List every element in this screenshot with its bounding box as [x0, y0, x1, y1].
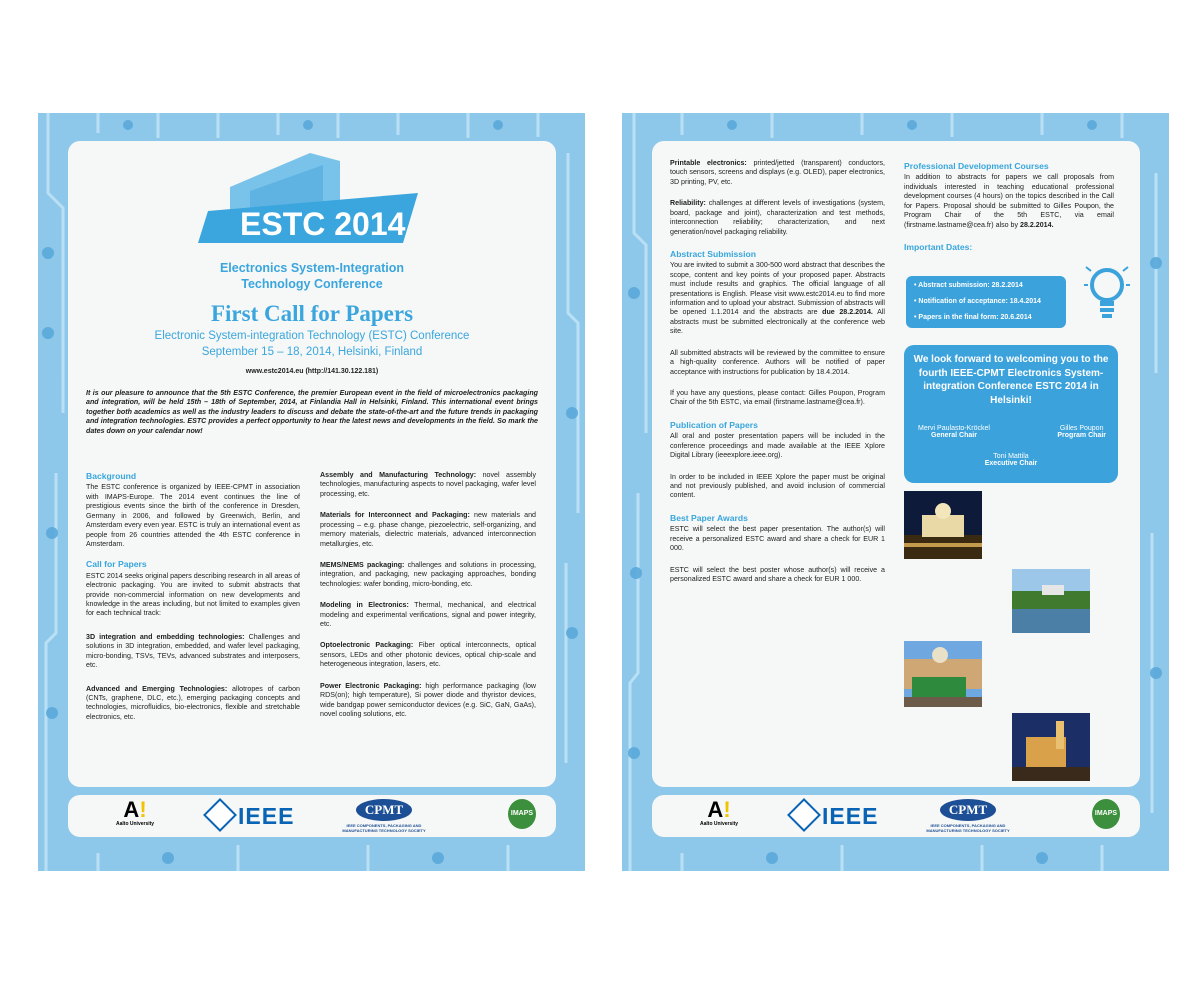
- track-reliability: Reliability: challenges at different levels of investigations (system, board, package and joint), characterization and test methods, interconnection reliability; characterization, and next generation/novel packaging reliability.: [670, 199, 885, 236]
- aalto-logo: A! Aalto University: [700, 797, 739, 827]
- photo-helsinki-cathedral-night: [904, 491, 982, 559]
- conference-subtitle: Electronic System-integration Technology (ESTC) Conference: [154, 330, 470, 342]
- cpmt-logo: CPMT IEEE COMPONENTS, PACKAGING AND MANUFACTURING TECHNOLOGY SOCIETY: [338, 799, 430, 833]
- welcome-message: We look forward to welcoming you to the fourth IEEE-CPMT Electronics System-integration Conference ESTC 2014 in Helsinki!: [913, 354, 1109, 406]
- abstract-paragraph-2: All submitted abstracts will be reviewed by the committee to ensure a high-quality conference. Authors will be notified of paper acceptance with instructions for publication by 18.4.2014.: [670, 348, 885, 376]
- pdc-section: [904, 161, 1114, 254]
- abstract-paragraph-1: You are invited to submit a 300-500 word abstract that describes the scope, content and key points of your proposed paper. Abstracts must include results and graphics. The official language of all presentations is English. Please visit www.estc2014.eu to find more information and to upload your abstract. Submission of abstracts will be opened 1.1.2014 and the abstracts are due 28.2.2014. All abstracts must be submitted electronically at the conference web site.: [670, 261, 885, 336]
- lightbulb-icon: [1084, 263, 1130, 325]
- left-column: [86, 471, 300, 722]
- logo-text: ESTC 2014: [240, 206, 406, 242]
- photo-helsinki-tram: [904, 641, 982, 707]
- publication-paragraph-1: All oral and poster presentation papers will be included in the conference proceedings and made available at the IEEE Xplore Digital Library (ieeexplore.ieee.org).: [670, 432, 885, 460]
- abstract-heading: Abstract Submission: [670, 248, 756, 259]
- publication-paragraph-2: In order to be included in IEEE Xplore the paper must be original and not previously published, and avoid inclusion of commercial content.: [670, 472, 885, 500]
- page-title: First Call for Papers: [210, 301, 414, 326]
- track-printable: Printable electronics: printed/jetted (transparent) conductors, touch sensors, screens and displays (e.g. OLED), paper electronics, 3D printing, PV, etc.: [670, 159, 885, 186]
- background-heading: Background: [86, 471, 137, 481]
- chair-general: Mervi Paulasto-Kröckel General Chair: [918, 425, 990, 439]
- welcome-box: [904, 345, 1118, 483]
- track-modeling: Modeling in Electronics: Thermal, mechanical, and electrical modeling and experimental verifications, signal and power integrity, etc.: [320, 601, 537, 629]
- awards-heading: Best Paper Awards: [670, 512, 748, 523]
- call-text: ESTC 2014 seeks original papers describing research in all areas of electronic packaging. You are invited to submit abstracts that provide non-commercial information on new developments and knowledge in the areas including, but not limited to examples given for each technical track:: [86, 571, 300, 618]
- call-heading: Call for Papers: [86, 559, 147, 570]
- awards-paragraph-2: ESTC will select the best poster whose author(s) will receive a personalized ESTC award and share a check for EUR 1 000.: [670, 565, 885, 583]
- date-final-papers: • Papers in the final form: 20.6.2014: [914, 314, 1032, 321]
- sponsor-footer: [652, 795, 1140, 837]
- right-column: [320, 471, 536, 719]
- aalto-logo: A! Aalto University: [116, 797, 155, 827]
- track-assembly: Assembly and Manufacturing Technology: novel assembly technologies, manufacturing aspects to novel packaging, wafer level processing, etc.: [320, 471, 536, 498]
- publication-heading: Publication of Papers: [670, 419, 758, 430]
- flyer-page-back: [622, 113, 1169, 871]
- conference-dates: September 15 – 18, 2014, Helsinki, Finland: [201, 345, 423, 358]
- date-abstract-submission: • Abstract submission: 28.2.2014: [914, 282, 1023, 289]
- awards-paragraph-1: ESTC will select the best paper presentation. The author(s) will receive a personalized ESTC award and share a check for EUR 1 000.: [670, 525, 885, 553]
- flyer-page-front: [38, 113, 585, 871]
- dates-heading: Important Dates:: [904, 241, 973, 252]
- important-dates-box: [906, 276, 1066, 328]
- track-materials: Materials for Interconnect and Packaging: new materials and processing – e.g. phase change, piezoelectric, self-organizing, and memory materials, dielectric materials, advanced interconnection metallurgies, etc.: [320, 511, 536, 548]
- chair-executive: Toni Mattila Executive Chair: [984, 453, 1038, 467]
- sponsor-footer: [68, 795, 556, 837]
- imaps-logo: IMAPS: [1092, 799, 1120, 829]
- content-panel: [68, 141, 556, 787]
- track-optoelectronic: Optoelectronic Packaging: Fiber optical interconnects, optical sensors, LEDs and other photonic devices, optical chip-scale and heterogeneous integration, lasers, etc.: [320, 641, 536, 669]
- date-notification: • Notification of acceptance: 18.4.2014: [914, 298, 1041, 305]
- photo-helsinki-evening: [1012, 713, 1090, 781]
- cpmt-logo: CPMT IEEE COMPONENTS, PACKAGING AND MANUFACTURING TECHNOLOGY SOCIETY: [922, 799, 1014, 833]
- background-text: The ESTC conference is organized by IEEE-CPMT in association with IMAPS-Europe. The 2014 event continues the line of prestigious events since the birth of the conference in Dresden, Germany in 2006, and followed by Greenwich, Berlin, and Amsterdam every even year. ESTC is truly an international event as people from 26 countries attended the 4th ESTC conference in Amsterdam.: [86, 483, 300, 548]
- main-text-column: [670, 159, 885, 584]
- chair-program: Gilles Poupon Program Chair: [1057, 425, 1106, 439]
- ieee-logo: IEEE: [208, 803, 294, 830]
- track-advanced-emerging: Advanced and Emerging Technologies: allotropes of carbon (CNTs, graphene, DLC, etc.), emerging packaging concepts and technologies, microfluidics, bio-electronics, flexible and stretchable electronics, etc.: [86, 684, 301, 721]
- track-mems: MEMS/NEMS packaging: challenges and solutions in processing, integration, and packaging, new packaging approaches, bonding technologies: wafer bonding, micro-bonding, etc.: [320, 560, 536, 588]
- track-3d-integration: 3D integration and embedding technologies: Challenges and solutions in 3D integration, embedded, and wafer level packaging, micro-bonding, TSVs, TEVs, advanced substrates and interposers, etc.: [86, 632, 300, 670]
- intro-paragraph: It is our pleasure to announce that the 5th ESTC Conference, the premier European event in the field of microelectronics packaging and integration, will be held 15th – 18th of September, 2014, at Finlandia Hall in Helsinki, Finland. This international event brings together both academics as well as the industry leaders to discuss and debate the state-of-the-art and the future trends in packaging and integration technologies. ESTC provides a perfect opportunity to hear the latest news and developments in the field. So mark the dates down on your calendar now!: [86, 389, 538, 435]
- logo-subtitle-line1: Electronics System-Integration: [219, 261, 405, 275]
- estc-logo: [198, 149, 438, 244]
- imaps-logo: IMAPS: [508, 799, 536, 829]
- website-link[interactable]: www.estc2014.eu (http://141.30.122.181): [245, 368, 379, 375]
- photo-helsinki-harbor: [1012, 569, 1090, 633]
- pdc-heading: Professional Development Courses: [904, 161, 1049, 171]
- ieee-logo: IEEE: [792, 803, 878, 830]
- logo-subtitle-line2: Technology Conference: [241, 276, 383, 291]
- pdc-text: In addition to abstracts for papers we call proposals from individuals interested in teaching educational professional development courses (4 hours) on the topics described in the Call for Papers. Proposal should be submitted to Gilles Poupon, the Program Chair of the 5th ESTC, via email (firstname.lastname@cea.fr) also by 28.2.2014.: [904, 173, 1114, 229]
- abstract-paragraph-3: If you have any questions, please contact: Gilles Poupon, Program Chair of the 5th ESTC, via email (firstname.lastname@cea.fr).: [670, 389, 885, 407]
- track-power-electronic: Power Electronic Packaging: high performance packaging (low RDS(on); high temperature), Si power diode and thyristor devices, wide bandgap power semiconductor devices (e.g. SiC, GaN, GaAs), novel cooling solutions, etc.: [320, 681, 537, 719]
